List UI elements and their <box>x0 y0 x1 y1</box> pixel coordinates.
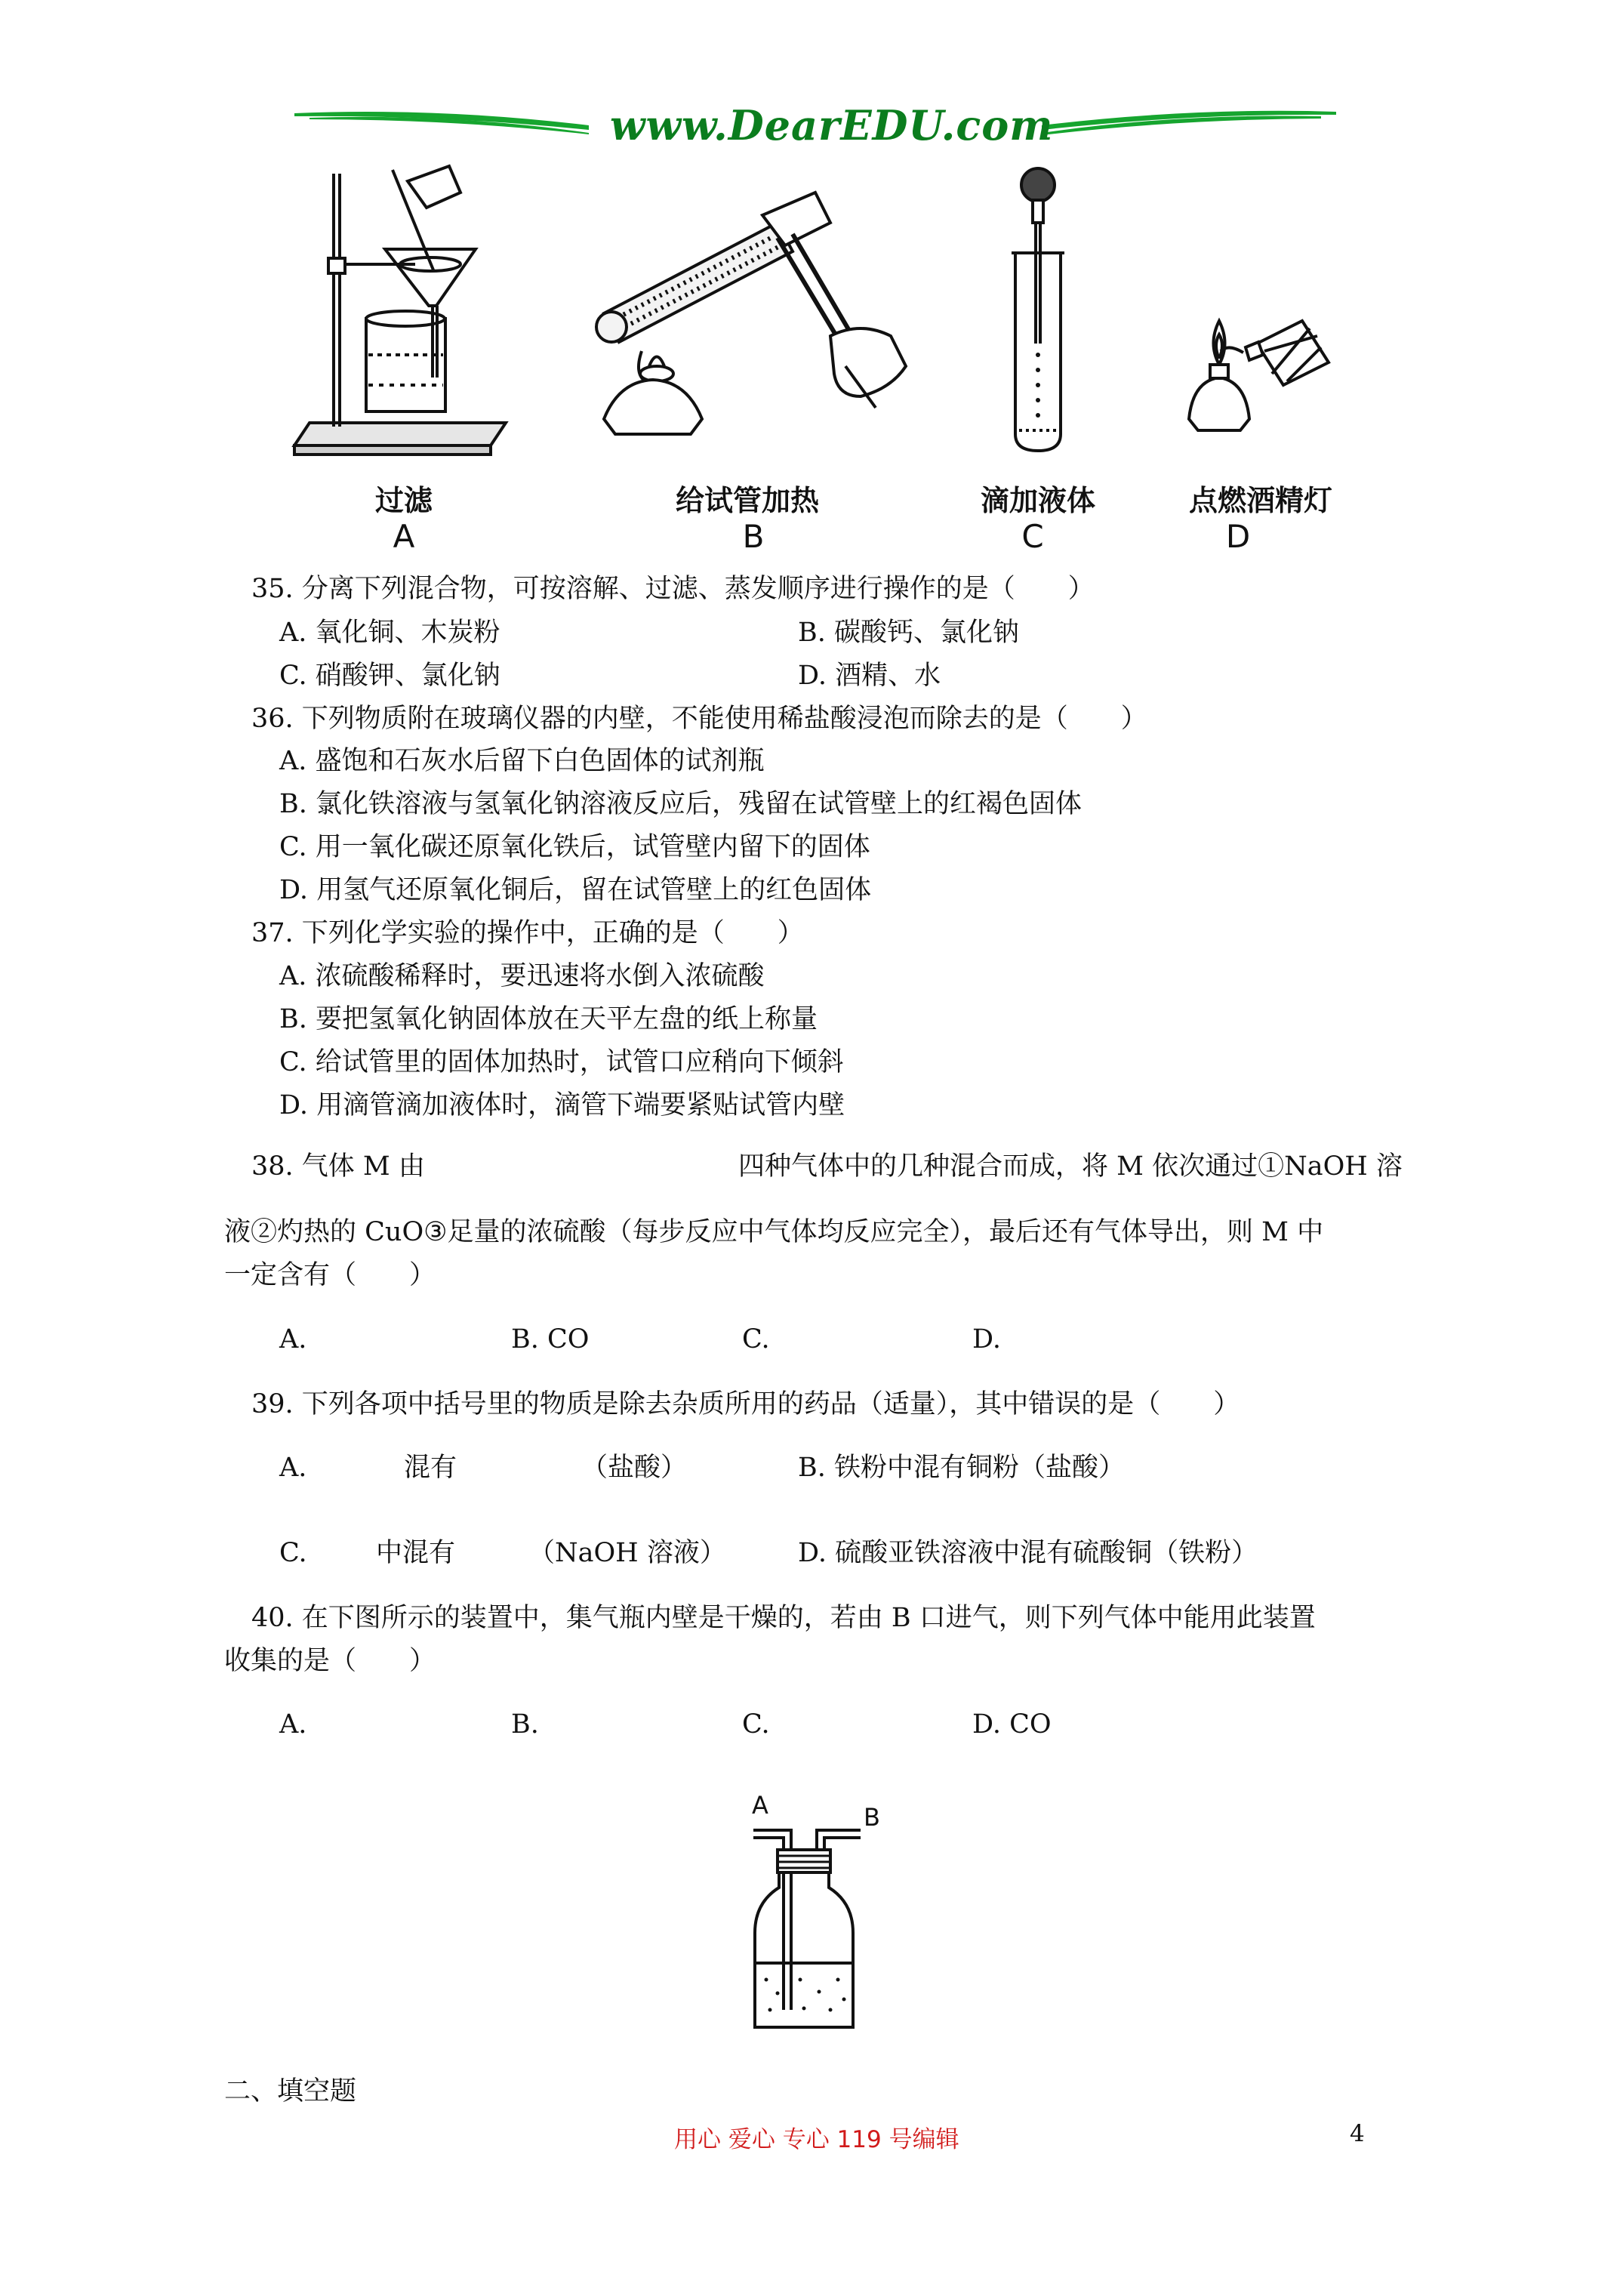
q38-option-a: A. <box>279 1324 307 1354</box>
q38-option-c: C. <box>742 1324 770 1354</box>
q35-option-a: A. 氧化铜、木炭粉 <box>279 618 500 648</box>
figure-a-letter: A <box>393 518 415 555</box>
q36-option-a: A. 盛饱和石灰水后留下白色固体的试剂瓶 <box>279 746 765 776</box>
q37-option-a: A. 浓硫酸稀释时，要迅速将水倒入浓硫酸 <box>279 961 765 991</box>
page-number: 4 <box>1350 2120 1365 2147</box>
q38-stem-mid: 四种气体中的几种混合而成，将 M 依次通过①NaOH 溶 <box>738 1151 1403 1182</box>
q37-option-d: D. 用滴管滴加液体时，滴管下端要紧贴试管内壁 <box>279 1090 845 1120</box>
q35-option-d: D. 酒精、水 <box>798 661 941 691</box>
q38-line-2: 液②灼热的 CuO③足量的浓硫酸（每步反应中气体均反应完全），最后还有气体导出，则 M 中 <box>224 1217 1324 1247</box>
q37-stem: 37. 下列化学实验的操作中，正确的是（ ） <box>251 918 804 948</box>
heating-test-tube-figure <box>589 193 906 449</box>
q39-option-c-letter: C. <box>279 1538 307 1568</box>
q38-option-b: B. CO <box>511 1324 590 1354</box>
q38-line-3: 一定含有（ ） <box>224 1260 436 1290</box>
figure-b-label: 给试管加热 <box>675 484 819 517</box>
site-logo: www.DearEDU.com <box>610 101 1054 149</box>
figure-b-letter: B <box>742 518 765 555</box>
q39-option-d: D. 硫酸亚铁溶液中混有硫酸铜（铁粉） <box>798 1538 1258 1568</box>
q38-stem-start: 38. 气体 M 由 <box>251 1151 425 1182</box>
q40-line-1: 40. 在下图所示的装置中，集气瓶内壁是干燥的，若由 B 口进气，则下列气体中能用此装置 <box>251 1603 1316 1633</box>
q40-option-d: D. CO <box>972 1709 1052 1740</box>
q39-stem: 39. 下列各项中括号里的物质是除去杂质所用的药品（适量），其中错误的是（ ） <box>251 1389 1240 1419</box>
filtration-apparatus-figure <box>287 159 536 468</box>
q36-option-d: D. 用氢气还原氧化铜后，留在试管壁上的红色固体 <box>279 875 872 905</box>
q37-option-b: B. 要把氢氧化钠固体放在天平左盘的纸上称量 <box>279 1004 818 1034</box>
q35-option-c: C. 硝酸钾、氯化钠 <box>279 661 500 691</box>
q40-line-2: 收集的是（ ） <box>224 1646 436 1676</box>
q39-option-a-mid: 混有 <box>404 1453 457 1483</box>
port-b-label: B <box>864 1803 880 1832</box>
q36-option-b: B. 氯化铁溶液与氢氧化钠溶液反应后，残留在试管壁上的红褐色固体 <box>279 789 1082 819</box>
q40-option-a: A. <box>279 1709 307 1740</box>
footer-text: 用心 爱心 专心 119 号编辑 <box>674 2126 959 2153</box>
figure-a-label: 过滤 <box>374 484 433 517</box>
q39-option-c-mid: 中混有 <box>376 1538 456 1568</box>
q39-option-c-reagent: （NaOH 溶液） <box>528 1538 726 1568</box>
q40-option-b: B. <box>511 1709 539 1740</box>
q36-option-c: C. 用一氧化碳还原氧化铁后，试管壁内留下的固体 <box>279 832 870 862</box>
q36-stem: 36. 下列物质附在玻璃仪器的内壁，不能使用稀盐酸浸泡而除去的是（ ） <box>251 704 1147 734</box>
section-2-heading: 二、填空题 <box>224 2076 357 2106</box>
q38-option-d: D. <box>972 1324 1001 1354</box>
q40-option-c: C. <box>742 1709 770 1740</box>
figure-d-label: 点燃酒精灯 <box>1188 484 1332 517</box>
q35-option-b: B. 碳酸钙、氯化钠 <box>798 618 1019 648</box>
q35-stem: 35. 分离下列混合物，可按溶解、过滤、蒸发顺序进行操作的是（ ） <box>251 574 1095 604</box>
figure-c-letter: C <box>1021 518 1044 555</box>
figure-c-label: 滴加液体 <box>980 484 1095 517</box>
dropper-test-tube-figure <box>996 162 1079 457</box>
port-a-label: A <box>752 1791 768 1820</box>
q39-option-b: B. 铁粉中混有铜粉（盐酸） <box>798 1453 1125 1483</box>
q37-option-c: C. 给试管里的固体加热时，试管口应稍向下倾斜 <box>279 1047 844 1077</box>
q39-option-a-letter: A. <box>279 1453 307 1483</box>
alcohol-lamp-figure <box>1174 291 1332 442</box>
figure-d-letter: D <box>1225 518 1251 555</box>
gas-collecting-bottle-figure <box>747 1812 898 2039</box>
q39-option-a-reagent: （盐酸） <box>581 1453 688 1483</box>
